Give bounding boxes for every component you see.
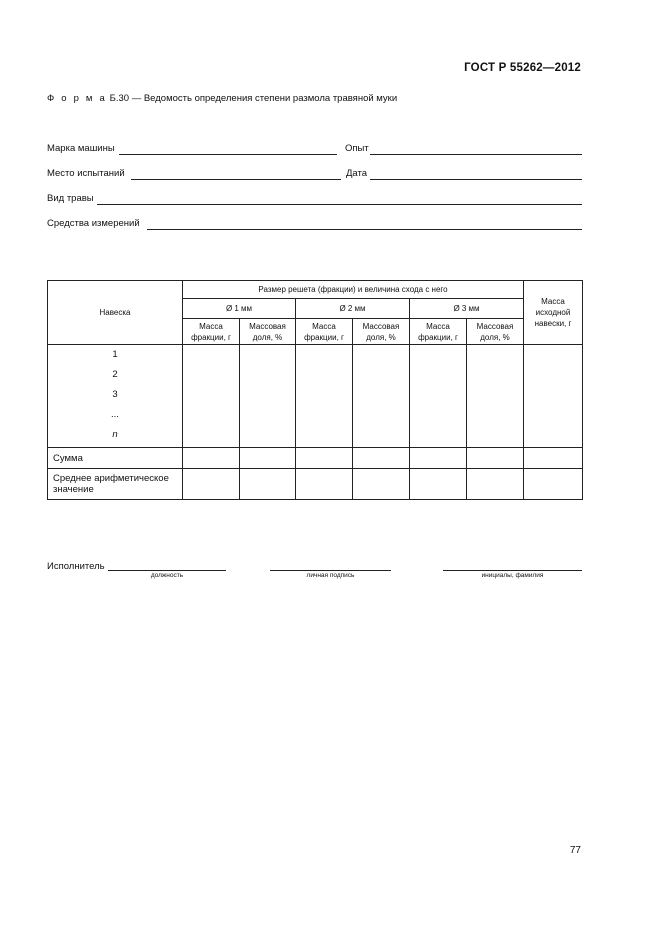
grass-type-field[interactable]	[47, 193, 582, 207]
sum-row	[48, 448, 583, 469]
data-cell[interactable]	[353, 345, 410, 448]
sample-item: 3	[112, 389, 118, 400]
sample-header: Навеска	[48, 281, 183, 345]
machine-brand-label: Марка машины	[47, 143, 115, 154]
sieve-size-header: Размер решета (фракции) и величина схода с него	[183, 281, 524, 299]
grinding-degree-table	[47, 280, 583, 500]
measuring-tools-line[interactable]	[147, 229, 582, 230]
data-cell[interactable]	[524, 469, 583, 500]
mass-share-header: Массовая доля, %	[240, 319, 296, 345]
fraction-mass-header: Масса фракции, г	[183, 319, 240, 345]
data-cell[interactable]	[240, 345, 296, 448]
form-prefix: Ф о р м а	[47, 93, 107, 104]
average-row	[48, 469, 583, 500]
data-cell[interactable]	[353, 469, 410, 500]
data-cell[interactable]	[524, 345, 583, 448]
size-3mm-header: Ø 3 мм	[410, 299, 524, 319]
grass-type-line[interactable]	[97, 204, 582, 205]
samples-row	[48, 345, 583, 448]
data-cell[interactable]	[183, 448, 240, 469]
executor-label: Исполнитель	[47, 561, 105, 572]
mass-share-header: Массовая доля, %	[353, 319, 410, 345]
grass-type-label: Вид травы	[47, 193, 94, 204]
form-title-text: Б.30 — Ведомость определения степени размола травяной муки	[106, 93, 398, 104]
measuring-tools-field[interactable]	[47, 218, 582, 232]
data-cell[interactable]	[524, 448, 583, 469]
data-cell[interactable]	[183, 345, 240, 448]
sample-item: 1	[112, 349, 118, 360]
experiment-label: Опыт	[345, 143, 369, 154]
page-number: 77	[569, 845, 581, 856]
signature-line[interactable]	[270, 570, 391, 571]
experiment-field[interactable]	[345, 143, 582, 157]
fraction-mass-header: Масса фракции, г	[410, 319, 467, 345]
data-cell[interactable]	[467, 469, 524, 500]
test-site-label: Место испытаний	[47, 168, 125, 179]
document-code: ГОСТ Р 55262—2012	[464, 62, 581, 74]
date-label: Дата	[346, 168, 368, 179]
data-cell[interactable]	[353, 448, 410, 469]
sample-item: 2	[112, 369, 118, 380]
form-title	[47, 93, 397, 104]
measuring-tools-label: Средства измерений	[47, 218, 140, 229]
position-line[interactable]	[108, 570, 226, 571]
data-cell[interactable]	[410, 448, 467, 469]
fraction-mass-header: Масса фракции, г	[296, 319, 353, 345]
signature-caption: личная подпись	[306, 572, 355, 579]
size-1mm-header: Ø 1 мм	[183, 299, 296, 319]
data-cell[interactable]	[296, 345, 353, 448]
data-cell[interactable]	[296, 469, 353, 500]
sum-label: Сумма	[48, 448, 183, 469]
machine-brand-field[interactable]	[47, 143, 337, 157]
sample-item: ...	[111, 409, 119, 420]
data-cell[interactable]	[240, 448, 296, 469]
data-cell[interactable]	[410, 345, 467, 448]
data-cell[interactable]	[467, 448, 524, 469]
size-2mm-header: Ø 2 мм	[296, 299, 410, 319]
mass-share-header: Массовая доля, %	[467, 319, 524, 345]
initials-caption: инициалы, фамилия	[481, 572, 544, 579]
position-caption: должность	[150, 572, 184, 579]
test-site-line[interactable]	[131, 179, 341, 180]
initials-line[interactable]	[443, 570, 582, 571]
test-site-field[interactable]	[47, 168, 341, 182]
data-cell[interactable]	[240, 469, 296, 500]
experiment-line[interactable]	[370, 154, 582, 155]
data-cell[interactable]	[183, 469, 240, 500]
data-cell[interactable]	[467, 345, 524, 448]
sample-item: n	[112, 429, 118, 440]
data-cell[interactable]	[296, 448, 353, 469]
date-line[interactable]	[370, 179, 582, 180]
date-field[interactable]	[346, 168, 582, 182]
initial-mass-header: Масса исходной навески, г	[524, 281, 583, 345]
average-label: Среднее арифметическое значение	[48, 469, 183, 500]
data-cell[interactable]	[410, 469, 467, 500]
machine-brand-line[interactable]	[119, 154, 337, 155]
sample-list-cell	[48, 345, 183, 448]
